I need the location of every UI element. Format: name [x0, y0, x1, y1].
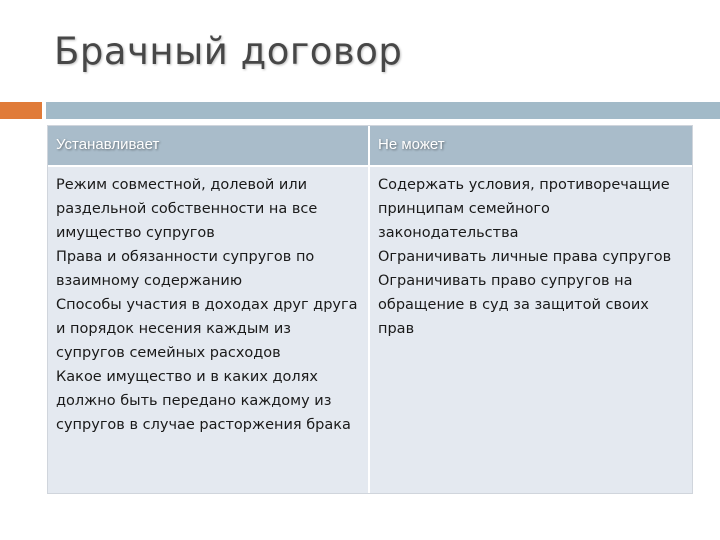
accent-bar-blue: [46, 102, 720, 119]
header-establishes: Устанавливает: [48, 126, 368, 165]
slide-title: Брачный договор: [54, 30, 403, 73]
establishes-item: Режим совместной, долевой или раздельной собственности на все имущество супругов: [56, 177, 318, 241]
establishes-item: Права и обязанности супругов по взаимному содержанию: [56, 249, 315, 289]
establishes-item: Какое имущество и в каких долях должно быть передано каждому из супругов в случае расторжения брака: [56, 369, 351, 433]
cannot-cell: [370, 165, 692, 493]
accent-bar-orange: [0, 102, 42, 119]
establishes-cell: [48, 165, 368, 493]
cannot-item: Ограничивать право супругов на обращение в суд за защитой своих прав: [378, 273, 649, 337]
establishes-item: Способы участия в доходах друг друга и порядок несения каждым из супругов семейных расходов: [56, 297, 358, 361]
header-cannot: Не может: [370, 126, 692, 165]
cannot-item: Содержать условия, противоречащие принципам семейного законодательства: [378, 177, 670, 241]
comparison-table: [47, 125, 693, 494]
cannot-item: Ограничивать личные права супругов: [378, 249, 672, 265]
